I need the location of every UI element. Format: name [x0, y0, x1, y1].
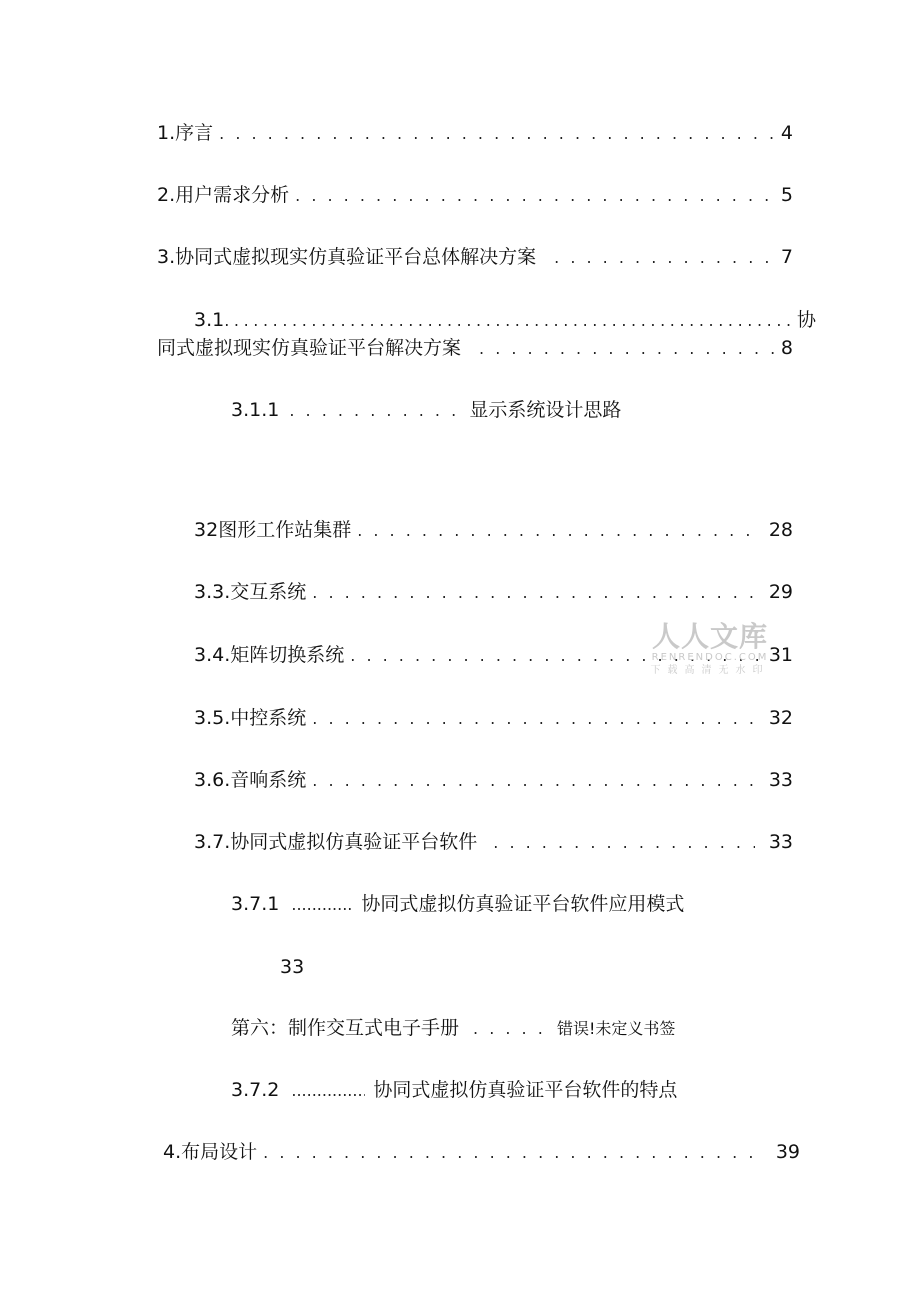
toc-entry-3-1-1[interactable] [231, 398, 651, 423]
toc-number: 3.1 [194, 309, 225, 331]
toc-title: 同式虚拟现实仿真验证平台解决方案 [157, 337, 462, 359]
toc-leader-dots [263, 1141, 762, 1165]
toc-title-fragment: 协 [796, 309, 816, 331]
toc-title: 协同式虚拟仿真验证平台软件的特点 [373, 1079, 678, 1101]
toc-leader-dots [219, 122, 775, 146]
toc-number: 2. [157, 184, 176, 206]
toc-page-number: 33 [768, 831, 793, 853]
toc-entry-1[interactable] [157, 121, 793, 146]
toc-title: 用户需求分析 [175, 184, 290, 206]
toc-entry-3[interactable] [157, 245, 793, 270]
watermark-domain: RENRENDOC.COM [651, 652, 769, 663]
toc-entry-3-2[interactable] [194, 518, 793, 543]
toc-title: 矩阵切换系统 [230, 644, 345, 666]
toc-leader-dots [291, 893, 353, 917]
toc-number: 3.5. [194, 707, 231, 729]
toc-entry-3-1-line2[interactable] [157, 336, 793, 361]
toc-page-number: 5 [780, 184, 793, 206]
watermark-title: 人人文库 [651, 620, 768, 653]
toc-page-number: 4 [780, 122, 793, 144]
toc-entry-2[interactable] [157, 183, 793, 208]
toc-title: 第六：制作交互式电子手册 [231, 1017, 460, 1039]
toc-leader-dots [554, 246, 775, 270]
toc-title: 中控系统 [230, 707, 307, 729]
toc-title: 交互系统 [230, 581, 307, 603]
toc-leader-dots [295, 184, 775, 208]
toc-leader-dots [479, 337, 775, 361]
toc-entry-3-1-line1[interactable] [194, 308, 816, 333]
toc-title: 图形工作站集群 [218, 519, 352, 541]
toc-number: 3.3. [194, 581, 231, 603]
toc-entry-3-7-1[interactable] [231, 892, 751, 917]
toc-title: 协同式虚拟仿真验证平台软件应用模式 [361, 893, 685, 915]
toc-leader-dots [291, 1079, 365, 1103]
toc-leader-dots [312, 581, 755, 605]
toc-title: 协同式虚拟仿真验证平台软件 [230, 831, 478, 853]
toc-entry-3-7-2[interactable] [231, 1078, 751, 1103]
toc-page-number: 32 [768, 707, 793, 729]
toc-leader-dots [224, 309, 795, 333]
toc-title: 序言 [175, 122, 214, 144]
toc-entry-3-7[interactable] [194, 830, 793, 855]
toc-title: 音响系统 [230, 769, 307, 791]
toc-number: 3. [157, 246, 176, 268]
toc-leader-dots [493, 831, 755, 855]
toc-number: 32 [194, 519, 219, 541]
toc-page-number: 8 [780, 337, 793, 359]
toc-number: 1. [157, 122, 176, 144]
toc-page-number: 29 [768, 581, 793, 603]
toc-title: 显示系统设计思路 [469, 399, 622, 421]
toc-leader-dots [289, 399, 459, 423]
toc-entry-3-4[interactable] [194, 643, 793, 668]
toc-title: 协同式虚拟现实仿真验证平台总体解决方案 [175, 246, 537, 268]
watermark-tagline: 下载高清无水印 [650, 665, 770, 676]
toc-number: 3.1.1 [231, 399, 280, 421]
toc-number: 3.4. [194, 644, 231, 666]
toc-page-number: 33 [768, 769, 793, 791]
toc-error-bookmark: 错误!未定义书签 [557, 1019, 676, 1038]
toc-entry-3-5[interactable] [194, 706, 793, 731]
toc-leader-dots [473, 1017, 543, 1041]
toc-number: 3.7. [194, 831, 231, 853]
toc-entry-3-6[interactable] [194, 768, 793, 793]
toc-entry-chapter-6[interactable] [231, 1016, 711, 1041]
toc-leader-dots [350, 644, 769, 668]
toc-page-number: 31 [768, 644, 793, 666]
toc-leader-dots [357, 519, 755, 543]
toc-page-number: 39 [775, 1141, 800, 1163]
toc-leader-dots [312, 707, 755, 731]
toc-page-number: 7 [780, 246, 793, 268]
toc-entry-3-3[interactable] [194, 580, 793, 605]
toc-number: 4. [163, 1141, 182, 1163]
toc-number: 3.6. [194, 769, 231, 791]
toc-leader-dots [312, 769, 755, 793]
toc-title: 布局设计 [181, 1141, 258, 1163]
toc-number: 3.7.1 [231, 893, 280, 915]
toc-page-number: 28 [768, 519, 793, 541]
toc-entry-4[interactable] [163, 1140, 800, 1165]
toc-number: 3.7.2 [231, 1079, 280, 1101]
toc-page-number-3-7-1: 33 [280, 956, 305, 978]
